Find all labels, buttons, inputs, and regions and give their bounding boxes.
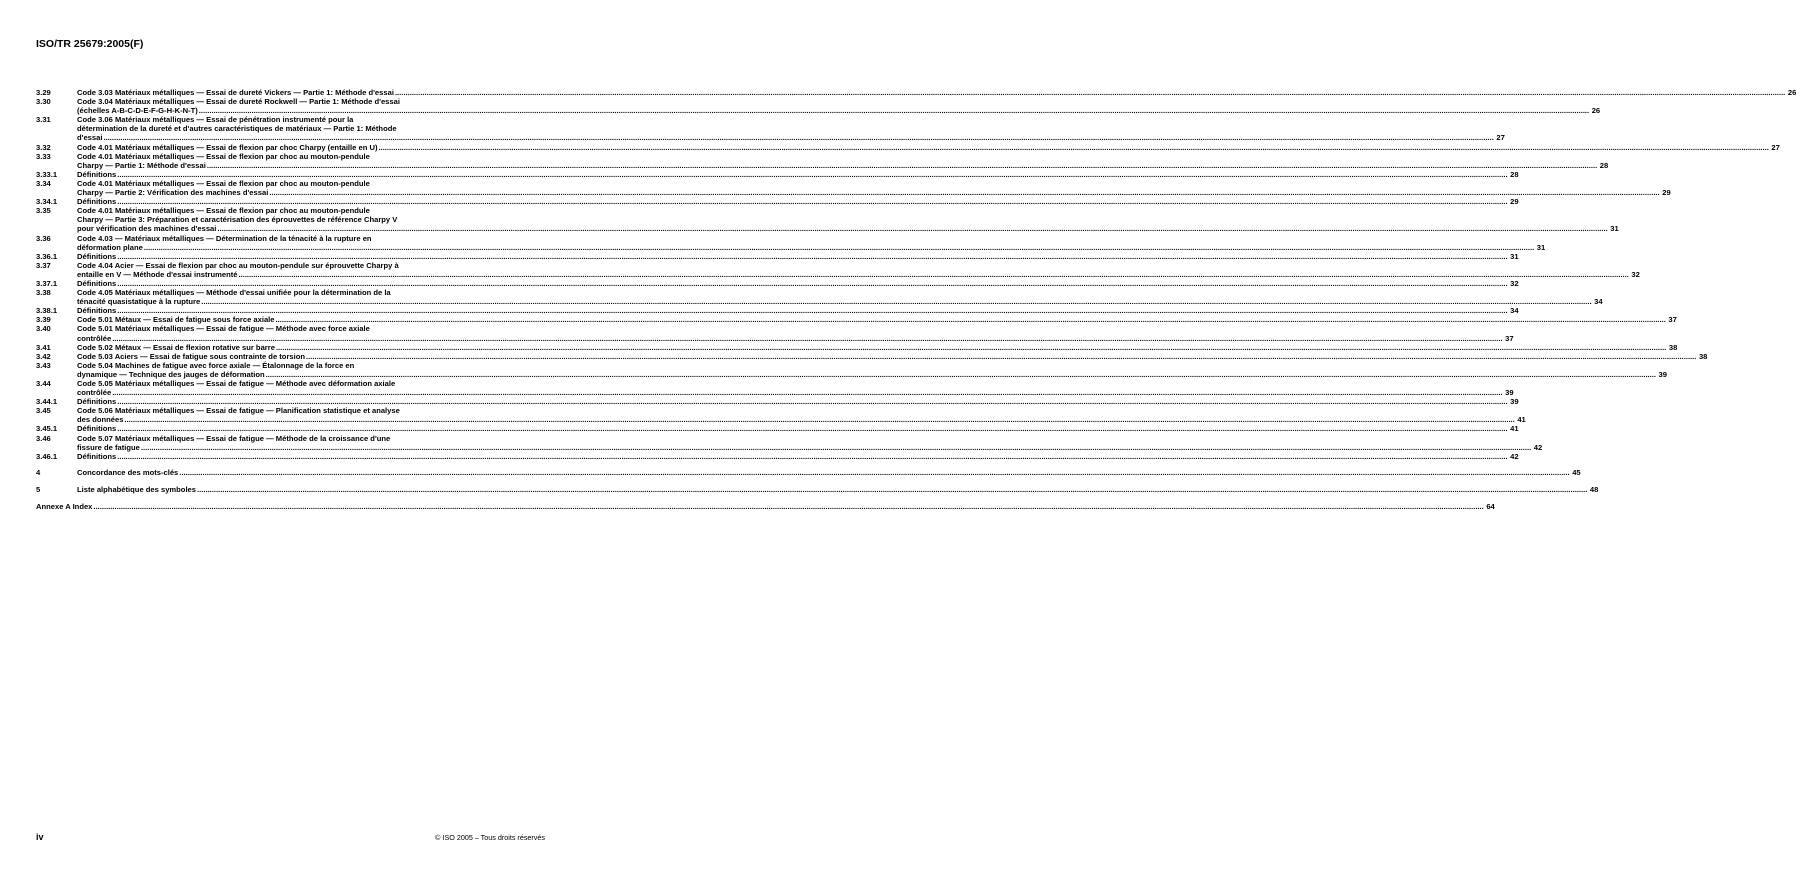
toc-entry-text: Code 4.01 Matériaux métalliques — Essai de flexion par choc au mouton-pendule (77, 206, 370, 216)
toc-entry-number: 3.44.1 (36, 397, 58, 407)
toc-page-number: 34 (1594, 297, 1603, 307)
toc-entry[interactable] (36, 251, 1519, 261)
dot-leader (201, 297, 1591, 306)
dot-leader (179, 468, 1569, 477)
toc-entry[interactable] (36, 233, 1546, 252)
toc-page-number: 27 (1496, 133, 1505, 143)
toc-entry-number: 3.30 (36, 97, 51, 107)
toc-page-number: 32 (1631, 269, 1640, 279)
toc-entry-title (77, 343, 1677, 352)
toc-entry-text: Définitions (77, 278, 117, 288)
toc-entry[interactable] (36, 485, 1599, 495)
toc-page-number: 41 (1517, 415, 1526, 425)
table-of-contents (36, 88, 1796, 511)
toc-entry-text: Annexe A Index (36, 501, 93, 511)
toc-entry-title (77, 288, 1603, 306)
toc-entry-text: Code 4.05 Matériaux métalliques — Méthode d'essai unifiée pour la détermination de la (77, 288, 391, 298)
toc-entry-text: Code 4.01 Matériaux métalliques — Essai de flexion par choc au mouton-pendule (77, 151, 370, 161)
toc-entry-text: Définitions (77, 169, 117, 179)
toc-page-number: 64 (1486, 501, 1495, 511)
toc-entry-text: Code 4.01 Matériaux métalliques — Essai de flexion par choc au mouton-pendule (77, 178, 370, 188)
toc-entry[interactable] (36, 433, 1543, 452)
document-header: ISO/TR 25679:2005(F) (36, 38, 144, 50)
toc-page-number: 27 (1771, 142, 1780, 152)
toc-entry-title (77, 179, 1671, 197)
toc-entry-number: 3.37.1 (36, 278, 58, 288)
toc-entry[interactable] (36, 315, 1677, 325)
toc-entry-text: Code 5.01 Métaux — Essai de fatigue sous force axiale (77, 315, 275, 325)
toc-entry-number: 3.34 (36, 178, 51, 188)
toc-entry-text: ténacité quasistatique à la rupture (77, 297, 201, 307)
toc-entry-title (77, 152, 1608, 170)
toc-entry-text: entaille en V — Méthode d'essai instrumenté (77, 269, 238, 279)
toc-entry[interactable] (36, 468, 1581, 478)
toc-entry[interactable] (36, 501, 1495, 511)
toc-page-number: 38 (1698, 351, 1708, 361)
toc-entry-number: 3.42 (36, 351, 51, 361)
toc-entry-text: (échelles A-B-C-D-E-F-G-H-K-N-T) (77, 106, 198, 116)
toc-entry[interactable] (36, 379, 1514, 398)
toc-entry-title (77, 468, 1581, 477)
toc-entry[interactable] (36, 178, 1671, 198)
toc-page-number: 37 (1668, 315, 1677, 325)
toc-entry[interactable] (36, 324, 1514, 343)
toc-entry-title (77, 352, 1707, 361)
toc-entry-number: 3.46.1 (36, 451, 58, 461)
dot-leader (269, 188, 1659, 197)
toc-entry-title (77, 197, 1519, 206)
dot-leader (124, 415, 1514, 424)
toc-entry-number: 3.38.1 (36, 306, 58, 316)
toc-page-number: 41 (1510, 424, 1519, 434)
toc-entry-title (77, 315, 1677, 324)
dot-leader (395, 88, 1785, 97)
toc-entry-number: 3.44 (36, 379, 51, 388)
toc-entry-number: 4 (36, 468, 41, 478)
page-number: iv (36, 832, 44, 842)
toc-entry-text: Code 5.01 Matériaux métalliques — Essai de fatigue — Méthode avec force axiale (77, 324, 370, 334)
toc-page-number: 29 (1662, 188, 1671, 198)
toc-entry-title (77, 252, 1519, 261)
toc-entry-text: contrôlée (77, 388, 112, 398)
toc-entry-title (77, 170, 1519, 179)
toc-entry-text: Code 4.04 Acier — Essai de flexion par choc au mouton-pendule sur éprouvette Charpy à (77, 260, 399, 270)
toc-entry-title (36, 502, 1495, 511)
toc-entry-text: Code 3.03 Matériaux métalliques — Essai de dureté Vickers — Partie 1: Méthode d'essai (77, 88, 394, 97)
toc-entry[interactable] (36, 278, 1519, 288)
dot-leader (306, 352, 1696, 361)
toc-entry-number: 3.36 (36, 233, 51, 243)
toc-entry-text: Définitions (77, 451, 117, 461)
toc-entry-number: 3.37 (36, 260, 51, 270)
dot-leader (266, 370, 1656, 379)
dot-leader (378, 143, 1768, 152)
toc-entry-text: Code 3.06 Matériaux métalliques — Essai de pénétration instrumenté pour la (77, 115, 354, 125)
dot-leader (199, 106, 1589, 115)
toc-entry-text: Code 5.04 Machines de fatigue avec force axiale — Étalonnage de la force en (77, 360, 355, 370)
toc-entry-text: Définitions (77, 306, 117, 316)
toc-page-number: 26 (1591, 106, 1601, 116)
toc-entry-text: contrôlée (77, 333, 112, 343)
toc-entry[interactable] (36, 360, 1667, 379)
toc-entry[interactable] (36, 288, 1603, 307)
toc-entry-text: Concordance des mots-clés (77, 468, 179, 478)
dot-leader (144, 243, 1534, 252)
toc-entry-text: pour vérification des machines d'essai (77, 224, 217, 234)
toc-entry-text: dynamique — Technique des jauges de déformation (77, 369, 265, 379)
toc-entry-text: Code 4.03 — Matériaux métalliques — Détermination de la ténacité à la rupture en (77, 233, 372, 243)
toc-entry-title (77, 485, 1598, 494)
toc-entry[interactable] (36, 424, 1519, 434)
toc-entry-title (77, 279, 1519, 288)
dot-leader (217, 224, 1607, 233)
toc-entry-text: Définitions (77, 197, 117, 207)
toc-entry-text: Code 5.02 Métaux — Essai de flexion rotative sur barre (77, 342, 275, 352)
toc-entry-text: d'essai (77, 133, 103, 143)
toc-entry[interactable] (36, 151, 1609, 170)
dot-leader (112, 334, 1502, 343)
toc-page-number: 31 (1510, 251, 1519, 261)
toc-entry[interactable] (36, 451, 1519, 461)
toc-entry[interactable] (36, 115, 1505, 143)
toc-entry-title (77, 97, 1600, 115)
toc-entry-text: Charpy — Partie 3: Préparation et caractérisation des éprouvettes de référence Charpy V (77, 215, 398, 225)
toc-entry[interactable] (36, 88, 1796, 97)
toc-page-number: 48 (1589, 485, 1599, 495)
toc-entry[interactable] (36, 342, 1678, 352)
toc-entry-text: Code 5.07 Matériaux métalliques — Essai de fatigue — Méthode de la croissance d'une (77, 433, 391, 443)
toc-page-number: 34 (1510, 306, 1519, 316)
toc-page-number: 38 (1668, 342, 1678, 352)
dot-leader (276, 343, 1666, 352)
toc-entry[interactable] (36, 142, 1780, 152)
toc-entry[interactable] (36, 169, 1519, 179)
toc-entry-title (77, 397, 1519, 406)
toc-page-number: 42 (1533, 442, 1543, 452)
toc-page-number: 39 (1510, 397, 1519, 407)
toc-entry-title (77, 361, 1667, 379)
toc-entry-number: 5 (36, 485, 41, 495)
toc-page-number: 28 (1599, 160, 1609, 170)
dot-leader (117, 306, 1507, 315)
toc-entry-number: 3.32 (36, 142, 51, 152)
toc-entry[interactable] (36, 406, 1526, 425)
toc-entry-text: déformation plane (77, 242, 143, 252)
toc-entry-title (77, 143, 1780, 152)
toc-entry-text: Liste alphabétique des symboles (77, 485, 197, 495)
toc-entry-number: 3.35 (36, 206, 51, 216)
toc-entry-number: 3.29 (36, 88, 51, 97)
toc-entry[interactable] (36, 306, 1519, 316)
toc-entry-number: 3.40 (36, 324, 51, 334)
toc-entry-number: 3.45 (36, 406, 51, 416)
toc-entry[interactable] (36, 97, 1601, 116)
toc-page-number: 31 (1536, 242, 1546, 252)
toc-page-number: 45 (1572, 468, 1581, 478)
toc-entry-number: 3.39 (36, 315, 51, 325)
dot-leader (117, 452, 1507, 461)
toc-entry-title (77, 434, 1542, 452)
toc-entry-title (77, 324, 1514, 342)
toc-entry-number: 3.41 (36, 342, 51, 352)
toc-entry-number: 3.31 (36, 115, 51, 125)
toc-page-number: 39 (1658, 369, 1667, 379)
toc-entry-title (77, 261, 1640, 279)
toc-entry-number: 3.38 (36, 288, 51, 298)
dot-leader (93, 502, 1483, 511)
toc-entry[interactable] (36, 197, 1519, 207)
toc-entry[interactable] (36, 397, 1519, 407)
toc-entry-title (77, 115, 1505, 142)
dot-leader (117, 279, 1507, 288)
dot-leader (141, 443, 1531, 452)
toc-entry-title (77, 306, 1519, 315)
dot-leader (117, 170, 1507, 179)
toc-page-number: 39 (1505, 388, 1514, 398)
toc-entry-text: Code 4.01 Matériaux métalliques — Essai de flexion par choc Charpy (entaille en U) (77, 142, 378, 152)
toc-page-number: 28 (1510, 169, 1519, 179)
toc-page-number: 42 (1510, 451, 1519, 461)
toc-entry-number: 3.33 (36, 151, 51, 161)
copyright-notice: © ISO 2005 – Tous droits réservés (435, 833, 545, 842)
dot-leader (112, 388, 1502, 397)
toc-entry-text: Charpy — Partie 1: Méthode d'essai (77, 160, 206, 170)
toc-entry-title (77, 406, 1526, 424)
toc-entry-text: détermination de la dureté et d'autres caractéristiques de matériaux — Partie 1: Méthode (77, 124, 397, 134)
dot-leader (117, 397, 1507, 406)
toc-page-number: 29 (1510, 197, 1519, 207)
toc-entry-text: Définitions (77, 397, 117, 407)
toc-entry-number: 3.36.1 (36, 251, 58, 261)
toc-entry-text: fissure de fatigue (77, 442, 140, 452)
dot-leader (117, 197, 1507, 206)
toc-entry-text: Code 3.04 Matériaux métalliques — Essai de dureté Rockwell — Partie 1: Méthode d'essai (77, 97, 400, 107)
toc-entry[interactable] (36, 260, 1640, 279)
toc-entry-text: Définitions (77, 251, 117, 261)
toc-entry-text: des données (77, 415, 124, 425)
dot-leader (117, 424, 1507, 433)
toc-entry-text: Définitions (77, 424, 117, 434)
dot-leader (117, 252, 1507, 261)
toc-entry-title (77, 424, 1519, 433)
toc-entry-text: Charpy — Partie 2: Vérification des machines d'essai (77, 188, 269, 198)
toc-entry-number: 3.43 (36, 360, 51, 370)
toc-entry-title (77, 88, 1796, 97)
toc-entry-number: 3.33.1 (36, 169, 58, 179)
dot-leader (207, 161, 1597, 170)
toc-entry-title (77, 379, 1514, 397)
toc-entry-text: Code 5.05 Matériaux métalliques — Essai de fatigue — Méthode avec déformation axiale (77, 379, 396, 388)
toc-page-number: 26 (1787, 88, 1796, 97)
toc-entry-text: Code 5.03 Aciers — Essai de fatigue sous contrainte de torsion (77, 351, 306, 361)
dot-leader (103, 133, 1493, 142)
toc-entry[interactable] (36, 206, 1619, 234)
toc-entry-text: Code 5.06 Matériaux métalliques — Essai de fatigue — Planification statistique et analyse (77, 406, 400, 416)
toc-page-number: 31 (1610, 224, 1619, 234)
toc-entry[interactable] (36, 351, 1708, 361)
toc-page-number: 37 (1505, 333, 1514, 343)
toc-entry-number: 3.34.1 (36, 197, 58, 207)
toc-entry-number: 3.46 (36, 433, 51, 443)
toc-entry-number: 3.45.1 (36, 424, 58, 434)
toc-page-number: 32 (1510, 278, 1519, 288)
dot-leader (197, 485, 1587, 494)
toc-entry-title (77, 206, 1619, 233)
toc-entry-title (77, 452, 1519, 461)
toc-entry-title (77, 234, 1545, 252)
dot-leader (238, 270, 1628, 279)
dot-leader (276, 315, 1666, 324)
